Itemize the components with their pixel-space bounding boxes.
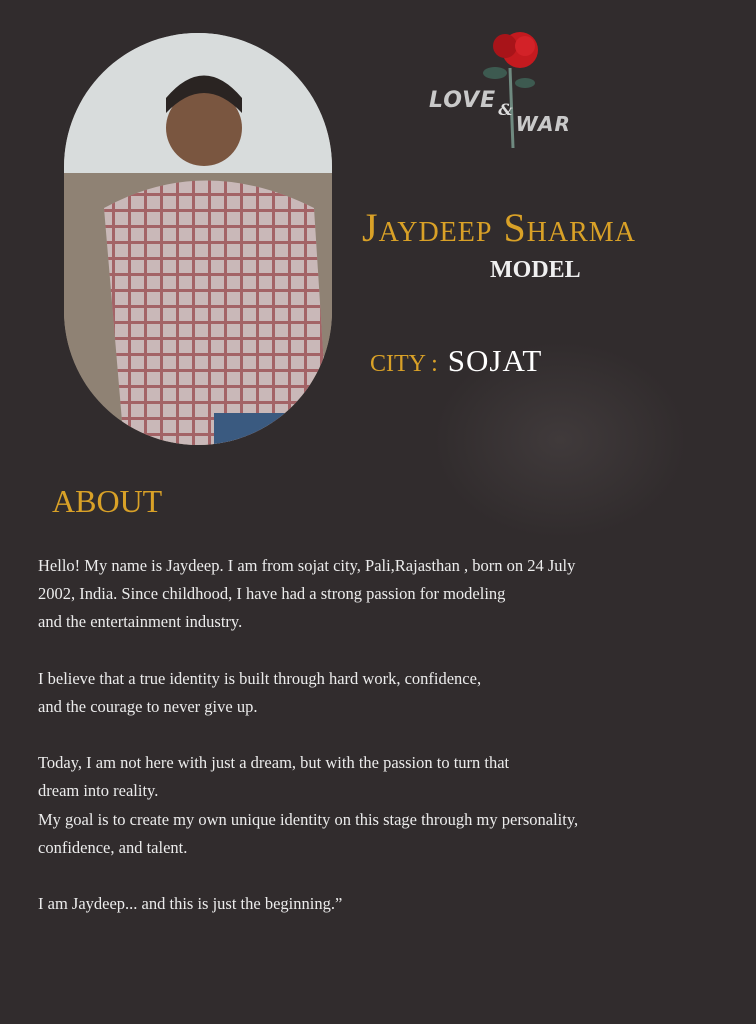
about-line: and the courage to never give up. [38, 697, 258, 716]
about-line: dream into reality. [38, 781, 159, 800]
logo-ampersand: & [498, 100, 514, 119]
profile-name: Jaydeep Sharma [362, 205, 636, 250]
about-line: My goal is to create my own unique identity on this stage through my personality, [38, 810, 579, 829]
about-line: confidence, and talent. [38, 838, 188, 857]
city-row [370, 343, 542, 382]
about-line: Today, I am not here with just a dream, but with the passion to turn that [38, 753, 510, 772]
logo-war-text: WAR [515, 112, 571, 136]
about-line: 2002, India. Since childhood, I have had a strong passion for modeling [38, 584, 506, 603]
city-label: CITY : [370, 351, 438, 377]
about-heading: ABOUT [52, 483, 163, 519]
profile-role: MODEL [490, 257, 581, 283]
city-value: SOJAT [447, 343, 543, 378]
profile-photo [64, 33, 332, 445]
logo-love-text: LOVE [429, 88, 497, 113]
about-line: I believe that a true identity is built through hard work, confidence, [38, 669, 482, 688]
about-line: Hello! My name is Jaydeep. I am from sojat city, Pali,Rajasthan , born on 24 July [38, 556, 576, 575]
about-line: I am Jaydeep... and this is just the beginning.” [38, 894, 343, 913]
love-and-war-logo [425, 28, 595, 153]
about-line: and the entertainment industry. [38, 612, 243, 631]
